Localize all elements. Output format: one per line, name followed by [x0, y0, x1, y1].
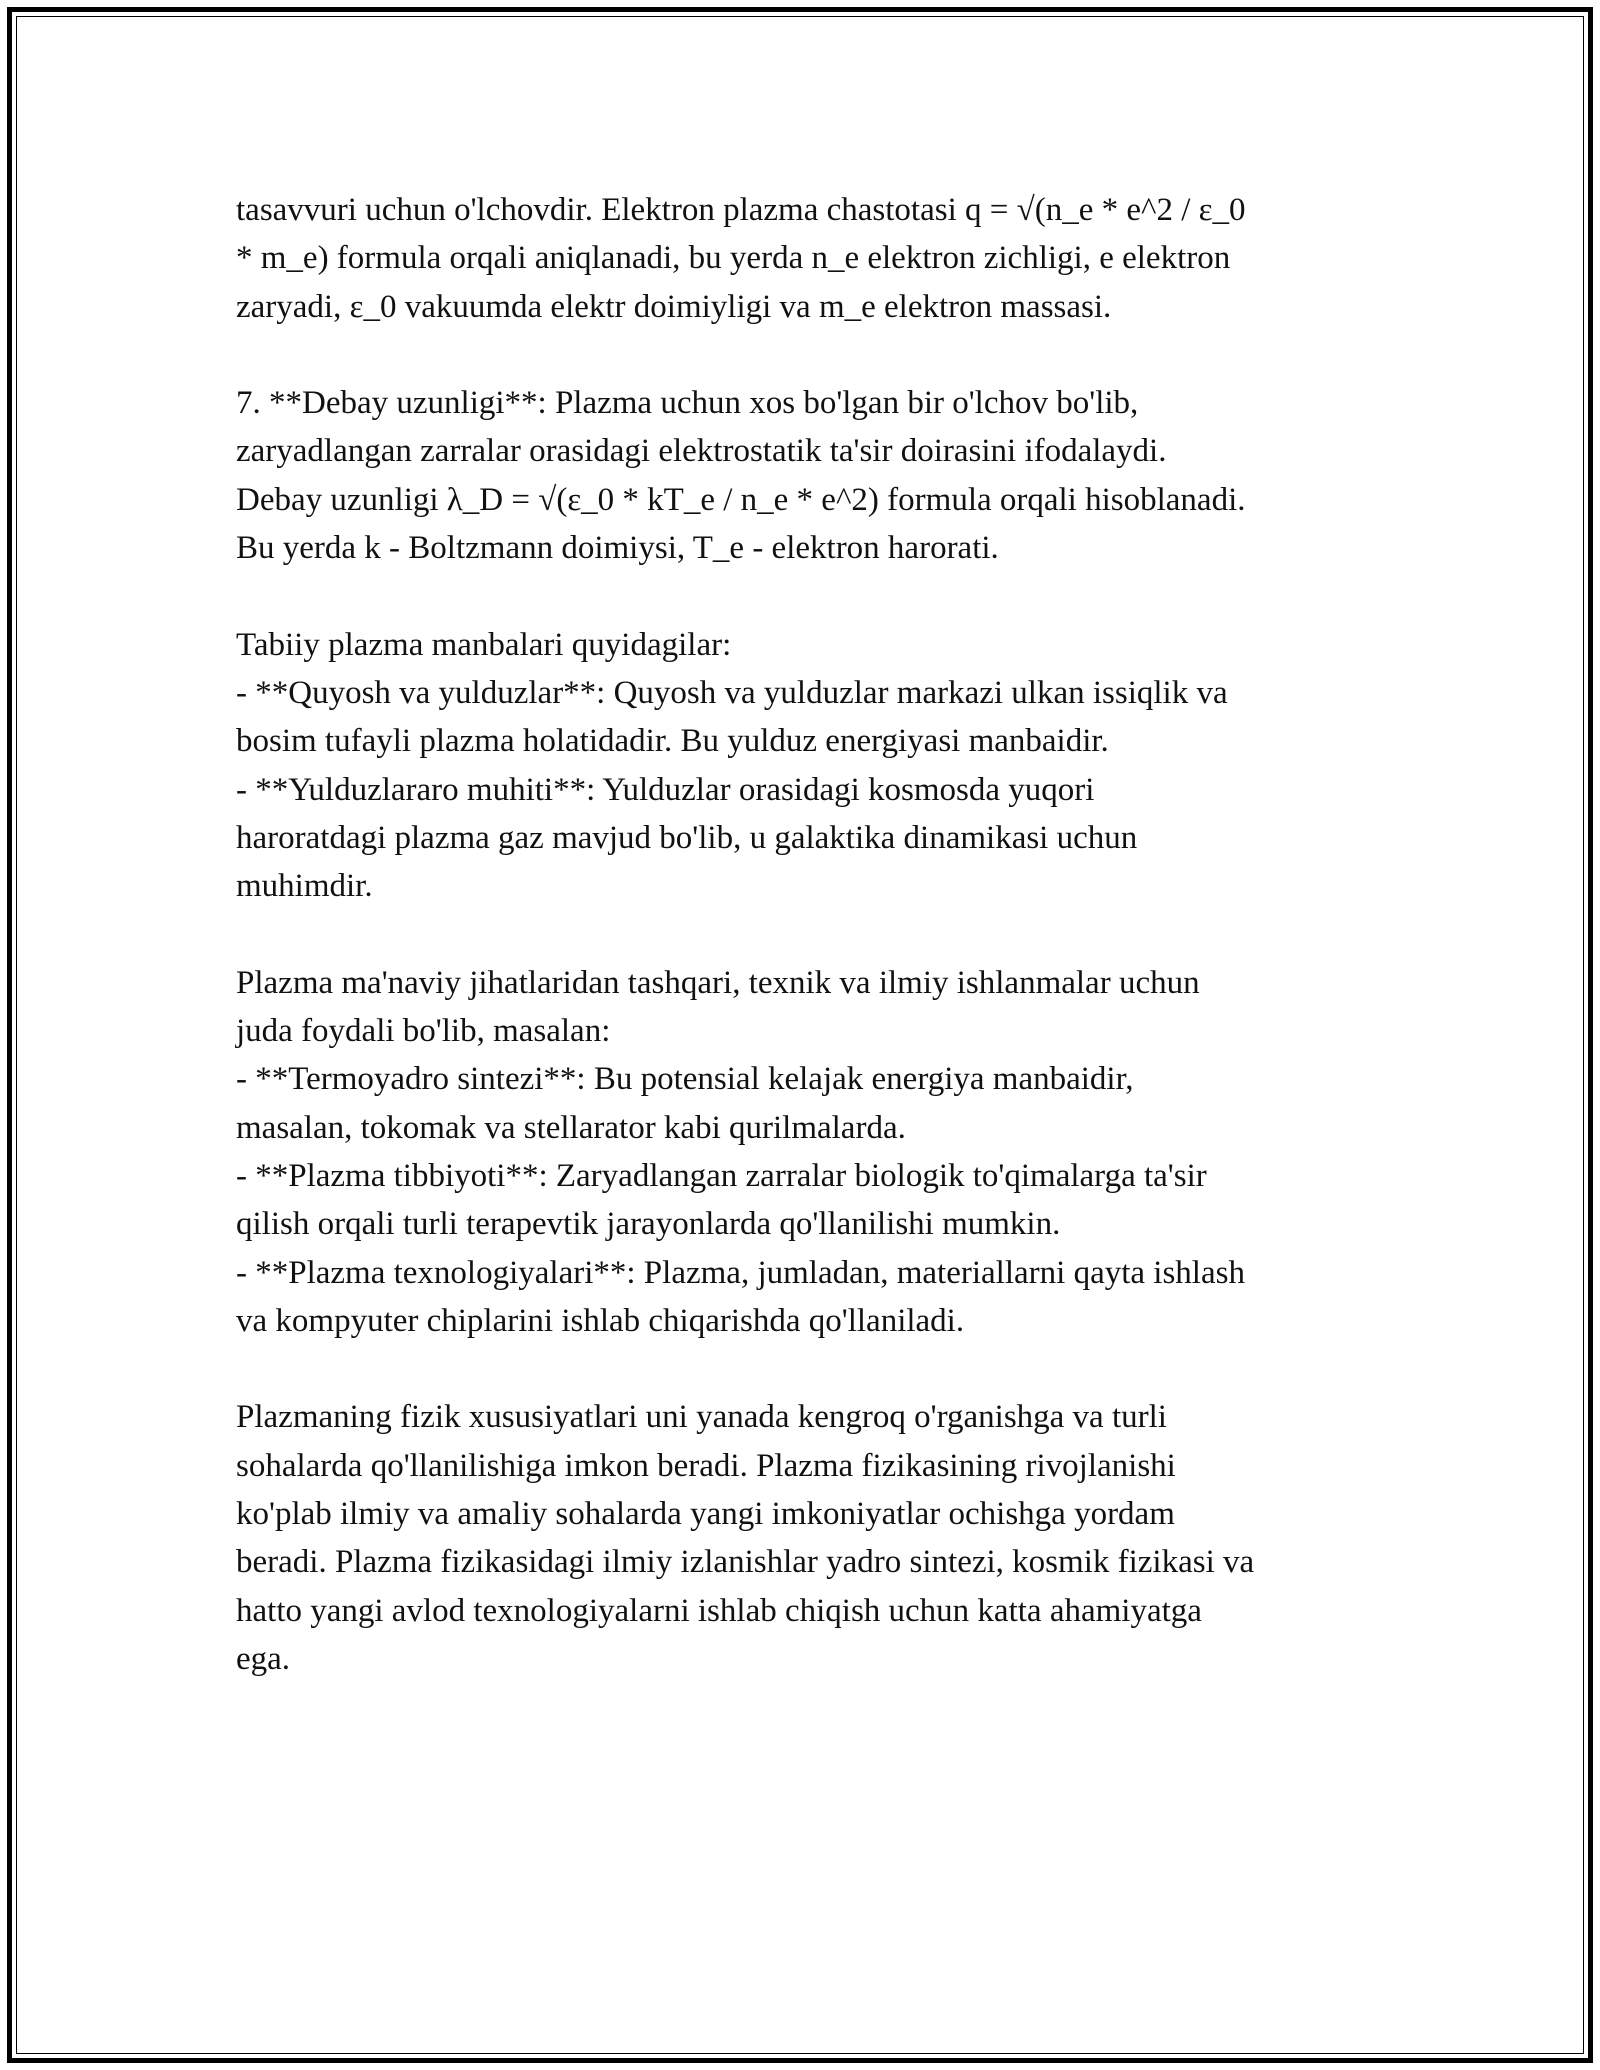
text-line: haroratdagi plazma gaz mavjud bo'lib, u galaktika dinamikasi uchun — [236, 819, 1138, 856]
text-line: * m_e) formula orqali aniqlanadi, bu yerda n_e elektron zichligi, e elektron — [236, 240, 1231, 277]
paragraph-spacer — [236, 910, 1396, 958]
text-line: va kompyuter chiplarini ishlab chiqarishda qo'llaniladi. — [236, 1302, 965, 1339]
text-line: zaryadi, ε_0 vakuumda elektr doimiyligi va m_e elektron massasi. — [236, 288, 1112, 325]
text-line: Bu yerda k - Boltzmann doimiysi, T_e - elektron harorati. — [236, 530, 999, 567]
text-line: Plazma ma'naviy jihatlaridan tashqari, texnik va ilmiy ishlanmalar uchun — [236, 964, 1200, 1001]
paragraph-natural-sources — [236, 621, 1396, 911]
text-line: hatto yangi avlod texnologiyalarni ishlab chiqish uchun katta ahamiyatga — [236, 1592, 1202, 1629]
paragraph-spacer — [236, 331, 1396, 379]
text-line: - **Plazma texnologiyalari**: Plazma, jumladan, materiallarni qayta ishlash — [236, 1254, 1245, 1291]
text-line: beradi. Plazma fizikasidagi ilmiy izlanishlar yadro sintezi, kosmik fizikasi va — [236, 1544, 1255, 1581]
text-line: qilish orqali turli terapevtik jarayonlarda qo'llanilishi mumkin. — [236, 1206, 1061, 1243]
text-line: juda foydali bo'lib, masalan: — [236, 1013, 611, 1050]
text-line: tasavvuri uchun o'lchovdir. Elektron plazma chastotasi q = √(n_e * e^2 / ε_0 — [236, 192, 1246, 228]
paragraph-spacer — [236, 572, 1396, 620]
paragraph-spacer — [236, 1345, 1396, 1393]
paragraph-conclusion — [236, 1393, 1396, 1683]
paragraph-applications — [236, 959, 1396, 1345]
text-line: 7. **Debay uzunligi**: Plazma uchun xos bo'lgan bir o'lchov bo'lib, — [236, 385, 1139, 422]
text-line: sohalarda qo'llanilishiga imkon beradi. Plazma fizikasining rivojlanishi — [236, 1447, 1176, 1484]
text-line: Debay uzunligi λ_D = √(ε_0 * kT_e / n_e * e^2) formula orqali hisoblanadi. — [236, 481, 1246, 518]
paragraph-debye-length — [236, 379, 1396, 572]
text-line: - **Plazma tibbiyoti**: Zaryadlangan zarralar biologik to'qimalarga ta'sir — [236, 1157, 1207, 1194]
text-line: zaryadlangan zarralar orasidagi elektrostatik ta'sir doirasini ifodalaydi. — [236, 433, 1167, 470]
text-line: - **Yulduzlararo muhiti**: Yulduzlar orasidagi kosmosda yuqori — [236, 771, 1095, 808]
text-line: masalan, tokomak va stellarator kabi qurilmalarda. — [236, 1109, 906, 1146]
document-body — [236, 186, 1396, 1683]
text-line: Tabiiy plazma manbalari quyidagilar: — [236, 626, 732, 663]
text-line: ko'plab ilmiy va amaliy sohalarda yangi imkoniyatlar ochishga yordam — [236, 1496, 1175, 1533]
text-line: Plazmaning fizik xususiyatlari uni yanada kengroq o'rganishga va turli — [236, 1399, 1167, 1436]
text-line: muhimdir. — [236, 868, 373, 905]
text-line: ega. — [236, 1640, 291, 1677]
text-line: - **Quyosh va yulduzlar**: Quyosh va yulduzlar markazi ulkan issiqlik va — [236, 674, 1228, 711]
text-line: bosim tufayli plazma holatidadir. Bu yulduz energiyasi manbaidir. — [236, 723, 1109, 760]
text-line: - **Termoyadro sintezi**: Bu potensial kelajak energiya manbaidir, — [236, 1061, 1134, 1098]
paragraph-plasma-frequency — [236, 186, 1396, 331]
